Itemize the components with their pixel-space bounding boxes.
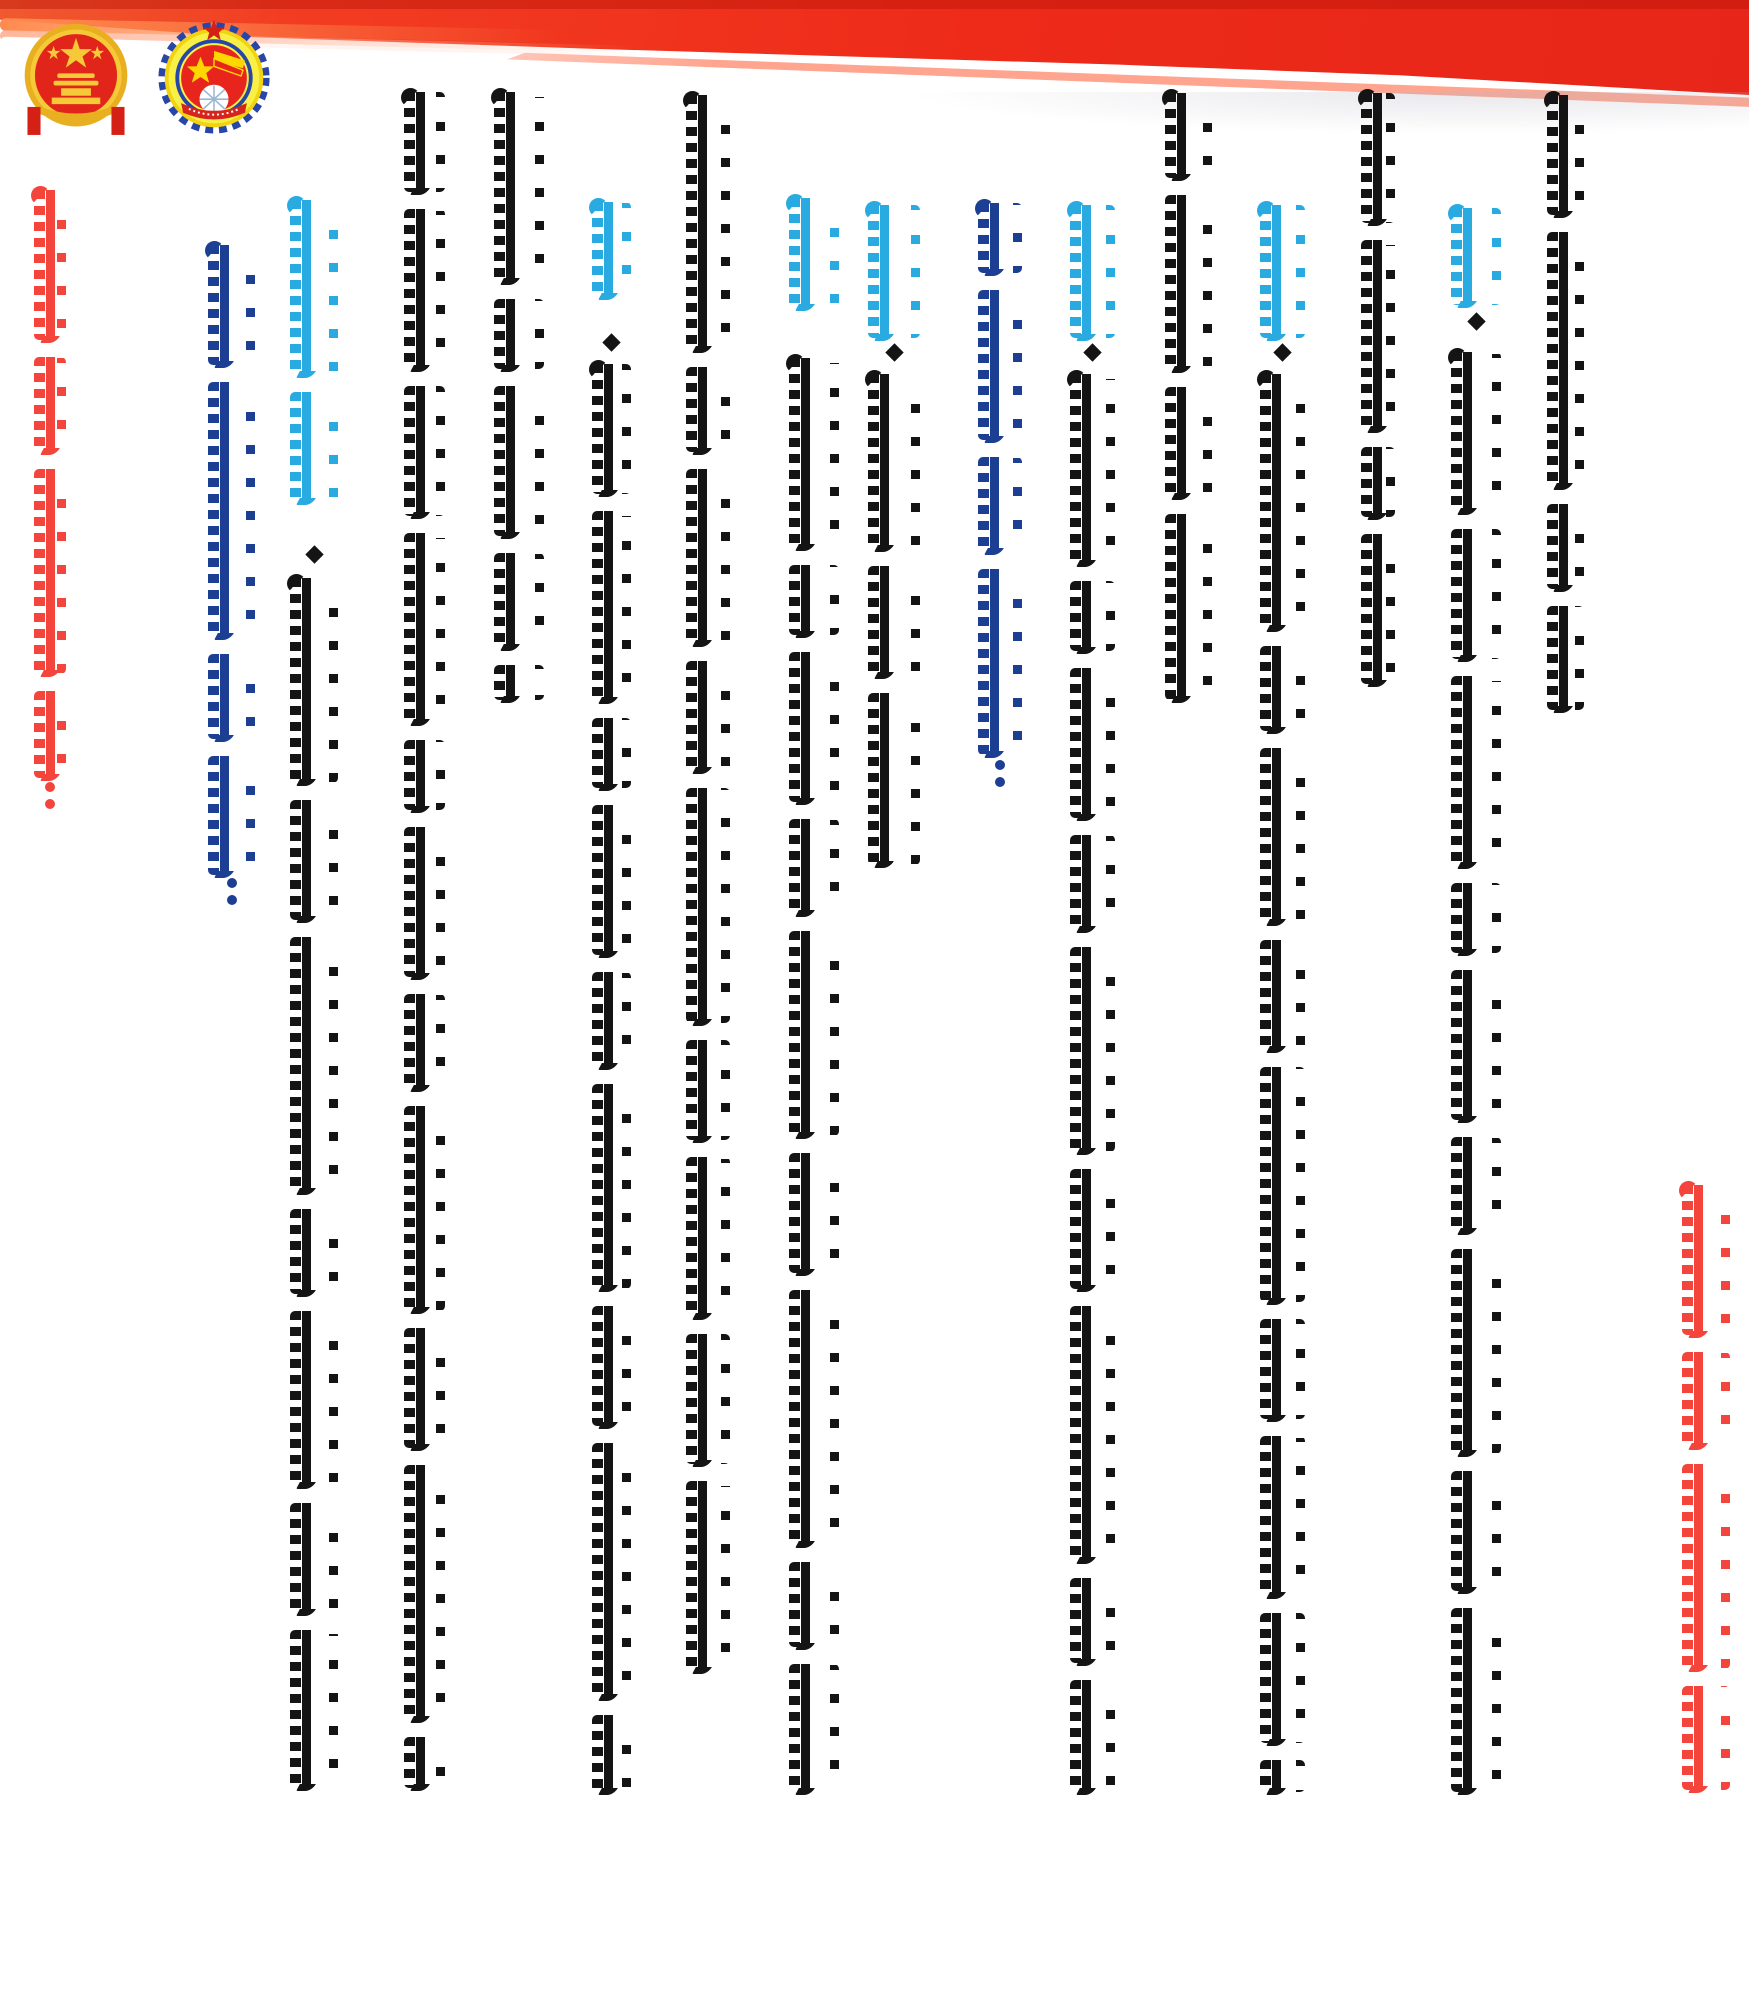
script-word: [1070, 374, 1115, 564]
script-word: [1451, 1608, 1502, 1792]
text-column-7-body-end: [681, 95, 735, 1685]
script-word: [404, 1328, 445, 1448]
script-word: [686, 1334, 730, 1464]
script-word: [1682, 1185, 1730, 1335]
text-column-5-body-end: [489, 92, 549, 700]
script-word: [1451, 1471, 1502, 1591]
text-run-black-text: [1160, 93, 1217, 700]
text-run-navy-text: [203, 245, 260, 875]
text-column-14-body-end: [1357, 93, 1399, 705]
script-word: [592, 805, 631, 955]
script-word: [1361, 534, 1395, 684]
script-word: [1361, 240, 1395, 430]
script-word: [686, 1040, 730, 1140]
text-run-red-text: [1677, 1185, 1735, 1790]
script-word: [868, 205, 920, 338]
text-run-black-text: [1543, 95, 1588, 710]
script-word: [686, 661, 730, 771]
text-column-13-paragraph-start: [1255, 205, 1310, 1792]
script-word: [290, 1503, 338, 1613]
text-run-cyan-text: [588, 202, 635, 297]
text-run-black-text: [489, 92, 549, 700]
mongolian-comma-mark: [305, 545, 323, 563]
script-word: [1547, 232, 1584, 487]
text-run-black-text: [399, 92, 449, 1788]
script-word: [290, 578, 338, 783]
script-word: [1451, 1249, 1502, 1454]
script-word: [404, 1737, 445, 1788]
script-word: [1682, 1686, 1730, 1790]
text-run-cyan-text: [1255, 205, 1310, 338]
script-word: [1547, 606, 1584, 710]
text-run-black-dot: [862, 346, 926, 359]
script-word: [1070, 835, 1115, 930]
script-word: [1451, 529, 1502, 659]
script-word: [404, 386, 445, 516]
page-title-column-1-page-title, red vertical script at right edge: [1677, 1185, 1735, 1790]
script-word: [789, 931, 838, 1136]
script-word: [592, 1443, 631, 1698]
script-word: [978, 457, 1022, 552]
text-column-8-paragraph-start: [784, 198, 844, 1792]
script-word: [1451, 883, 1502, 953]
script-word: [1361, 93, 1395, 223]
script-word: [1547, 95, 1584, 215]
script-word: [404, 740, 445, 810]
text-run-black-text: [1445, 352, 1507, 1792]
script-word: [404, 1465, 445, 1720]
script-word: [290, 937, 338, 1192]
text-run-navy-text: [973, 203, 1027, 755]
text-run-black-dot: [285, 548, 343, 561]
script-word: [592, 972, 631, 1067]
script-word: [290, 200, 338, 375]
script-word: [1070, 668, 1115, 818]
script-word: [789, 358, 838, 548]
script-word: [404, 209, 445, 369]
script-word: [592, 364, 631, 494]
script-word: [1070, 1578, 1115, 1663]
text-run-navy-colon: [203, 878, 260, 905]
script-word: [494, 92, 543, 282]
script-word: [404, 1106, 445, 1311]
script-word: [686, 788, 730, 1023]
script-word: [1451, 208, 1502, 305]
script-word: [34, 190, 67, 340]
text-run-red-text: [30, 190, 70, 778]
text-run-black-text: [1357, 93, 1399, 684]
text-run-cyan-text: [1065, 205, 1120, 338]
script-word: [290, 392, 338, 502]
script-word: [1451, 676, 1502, 866]
text-column-2-lead-label: [203, 245, 260, 900]
script-word: [592, 202, 631, 297]
mongolian-comma-mark: [1273, 343, 1291, 361]
script-word: [1260, 748, 1305, 923]
script-word: [1260, 1613, 1305, 1743]
script-word: [34, 469, 67, 674]
script-word: [1361, 447, 1395, 517]
script-word: [686, 95, 730, 350]
text-run-cyan-text: [862, 205, 926, 338]
mongolian-comma-mark: [1083, 343, 1101, 361]
script-word: [978, 569, 1022, 755]
mongolian-colon-mark: [227, 878, 237, 905]
script-word: [868, 374, 920, 549]
script-word: [1165, 93, 1212, 178]
script-word: [1260, 374, 1305, 629]
script-word: [404, 827, 445, 977]
script-word: [404, 92, 445, 192]
script-word: [1070, 947, 1115, 1152]
script-word: [494, 386, 543, 536]
text-column-9-paragraph-short: [862, 205, 926, 865]
script-word: [290, 1630, 338, 1788]
text-column-11-paragraph-start: [1065, 205, 1120, 1792]
text-run-black-dot: [1255, 346, 1310, 359]
script-word: [789, 1562, 838, 1647]
text-run-cyan-text: [285, 200, 343, 502]
script-word: [592, 511, 631, 701]
script-word: [208, 756, 255, 875]
text-column-1-section-label: [30, 190, 70, 804]
mongolian-comma-mark: [1467, 312, 1485, 330]
script-word: [789, 565, 838, 635]
mongolian-comma-mark: [602, 333, 620, 351]
script-word: [1070, 205, 1115, 338]
banner-top-shade: [0, 0, 1749, 9]
cppcc-emblem-icon: [156, 16, 272, 136]
text-run-black-text: [588, 364, 635, 1792]
text-column-16-body-end: [1543, 95, 1588, 710]
script-word: [789, 1290, 838, 1545]
mongolian-colon-mark: [45, 782, 55, 809]
script-word: [686, 367, 730, 452]
script-word: [404, 994, 445, 1089]
text-run-black-dot: [1445, 315, 1507, 328]
text-column-10-lead-label: [973, 203, 1027, 782]
script-word: [1070, 1306, 1115, 1561]
script-word: [789, 1153, 838, 1273]
script-word: [208, 382, 255, 637]
script-word: [1165, 195, 1212, 370]
text-run-black-dot: [1065, 346, 1120, 359]
script-word: [1070, 581, 1115, 651]
script-word: [592, 1084, 631, 1289]
script-word: [34, 691, 67, 778]
script-word: [592, 1306, 631, 1426]
script-word: [789, 652, 838, 802]
script-word: [1682, 1464, 1730, 1669]
script-word: [494, 553, 543, 648]
text-run-black-text: [285, 578, 343, 1788]
script-word: [978, 203, 1022, 273]
script-word: [1547, 504, 1584, 589]
text-run-red-colon: [30, 782, 70, 809]
text-run-black-text: [862, 374, 926, 865]
script-word: [1260, 646, 1305, 731]
script-word: [1260, 1319, 1305, 1419]
script-word: [290, 1209, 338, 1294]
text-column-15-paragraph-start: [1445, 208, 1507, 1792]
script-word: [686, 1481, 730, 1671]
text-column-3-paragraph-start: [285, 200, 343, 1788]
script-word: [789, 819, 838, 914]
script-word: [789, 198, 838, 308]
script-word: [868, 693, 920, 865]
script-word: [1165, 514, 1212, 700]
mongolian-colon-mark: [995, 760, 1005, 787]
text-run-cyan-text: [784, 198, 844, 308]
text-column-4-body: [399, 92, 449, 1788]
script-word: [34, 357, 67, 452]
script-word: [1260, 940, 1305, 1050]
script-word: [1070, 1680, 1115, 1792]
script-word: [1451, 970, 1502, 1120]
script-word: [978, 290, 1022, 440]
script-word: [1451, 352, 1502, 512]
script-word: [208, 245, 255, 365]
script-word: [1451, 1137, 1502, 1232]
text-run-black-text: [784, 358, 844, 1792]
script-word: [592, 1715, 631, 1792]
script-word: [494, 665, 543, 700]
script-word: [592, 718, 631, 788]
text-run-black-text: [1255, 374, 1310, 1792]
script-word: [1260, 1067, 1305, 1302]
prc-national-emblem-icon: [20, 16, 132, 140]
script-word: [1070, 1169, 1115, 1289]
script-word: [1682, 1352, 1730, 1447]
script-word: [686, 1157, 730, 1317]
script-word: [789, 1664, 838, 1792]
text-run-black-text: [681, 95, 735, 1671]
text-run-black-text: [1065, 374, 1120, 1792]
script-word: [868, 566, 920, 676]
script-word: [208, 654, 255, 739]
script-word: [404, 533, 445, 723]
text-run-navy-colon: [973, 760, 1027, 787]
script-word: [290, 1311, 338, 1486]
script-word: [1260, 205, 1305, 338]
text-column-12-body-end: [1160, 93, 1217, 700]
text-column-6-paragraph-start: [588, 202, 635, 1792]
script-word: [1260, 1436, 1305, 1596]
script-word: [1260, 1760, 1305, 1792]
text-run-cyan-text: [1445, 208, 1507, 305]
text-run-black-dot: [588, 336, 635, 349]
script-word: [494, 299, 543, 369]
mongolian-comma-mark: [885, 343, 903, 361]
script-word: [686, 469, 730, 644]
script-word: [290, 800, 338, 920]
banner-gray-swoosh: [829, 92, 1749, 140]
script-word: [1165, 387, 1212, 497]
